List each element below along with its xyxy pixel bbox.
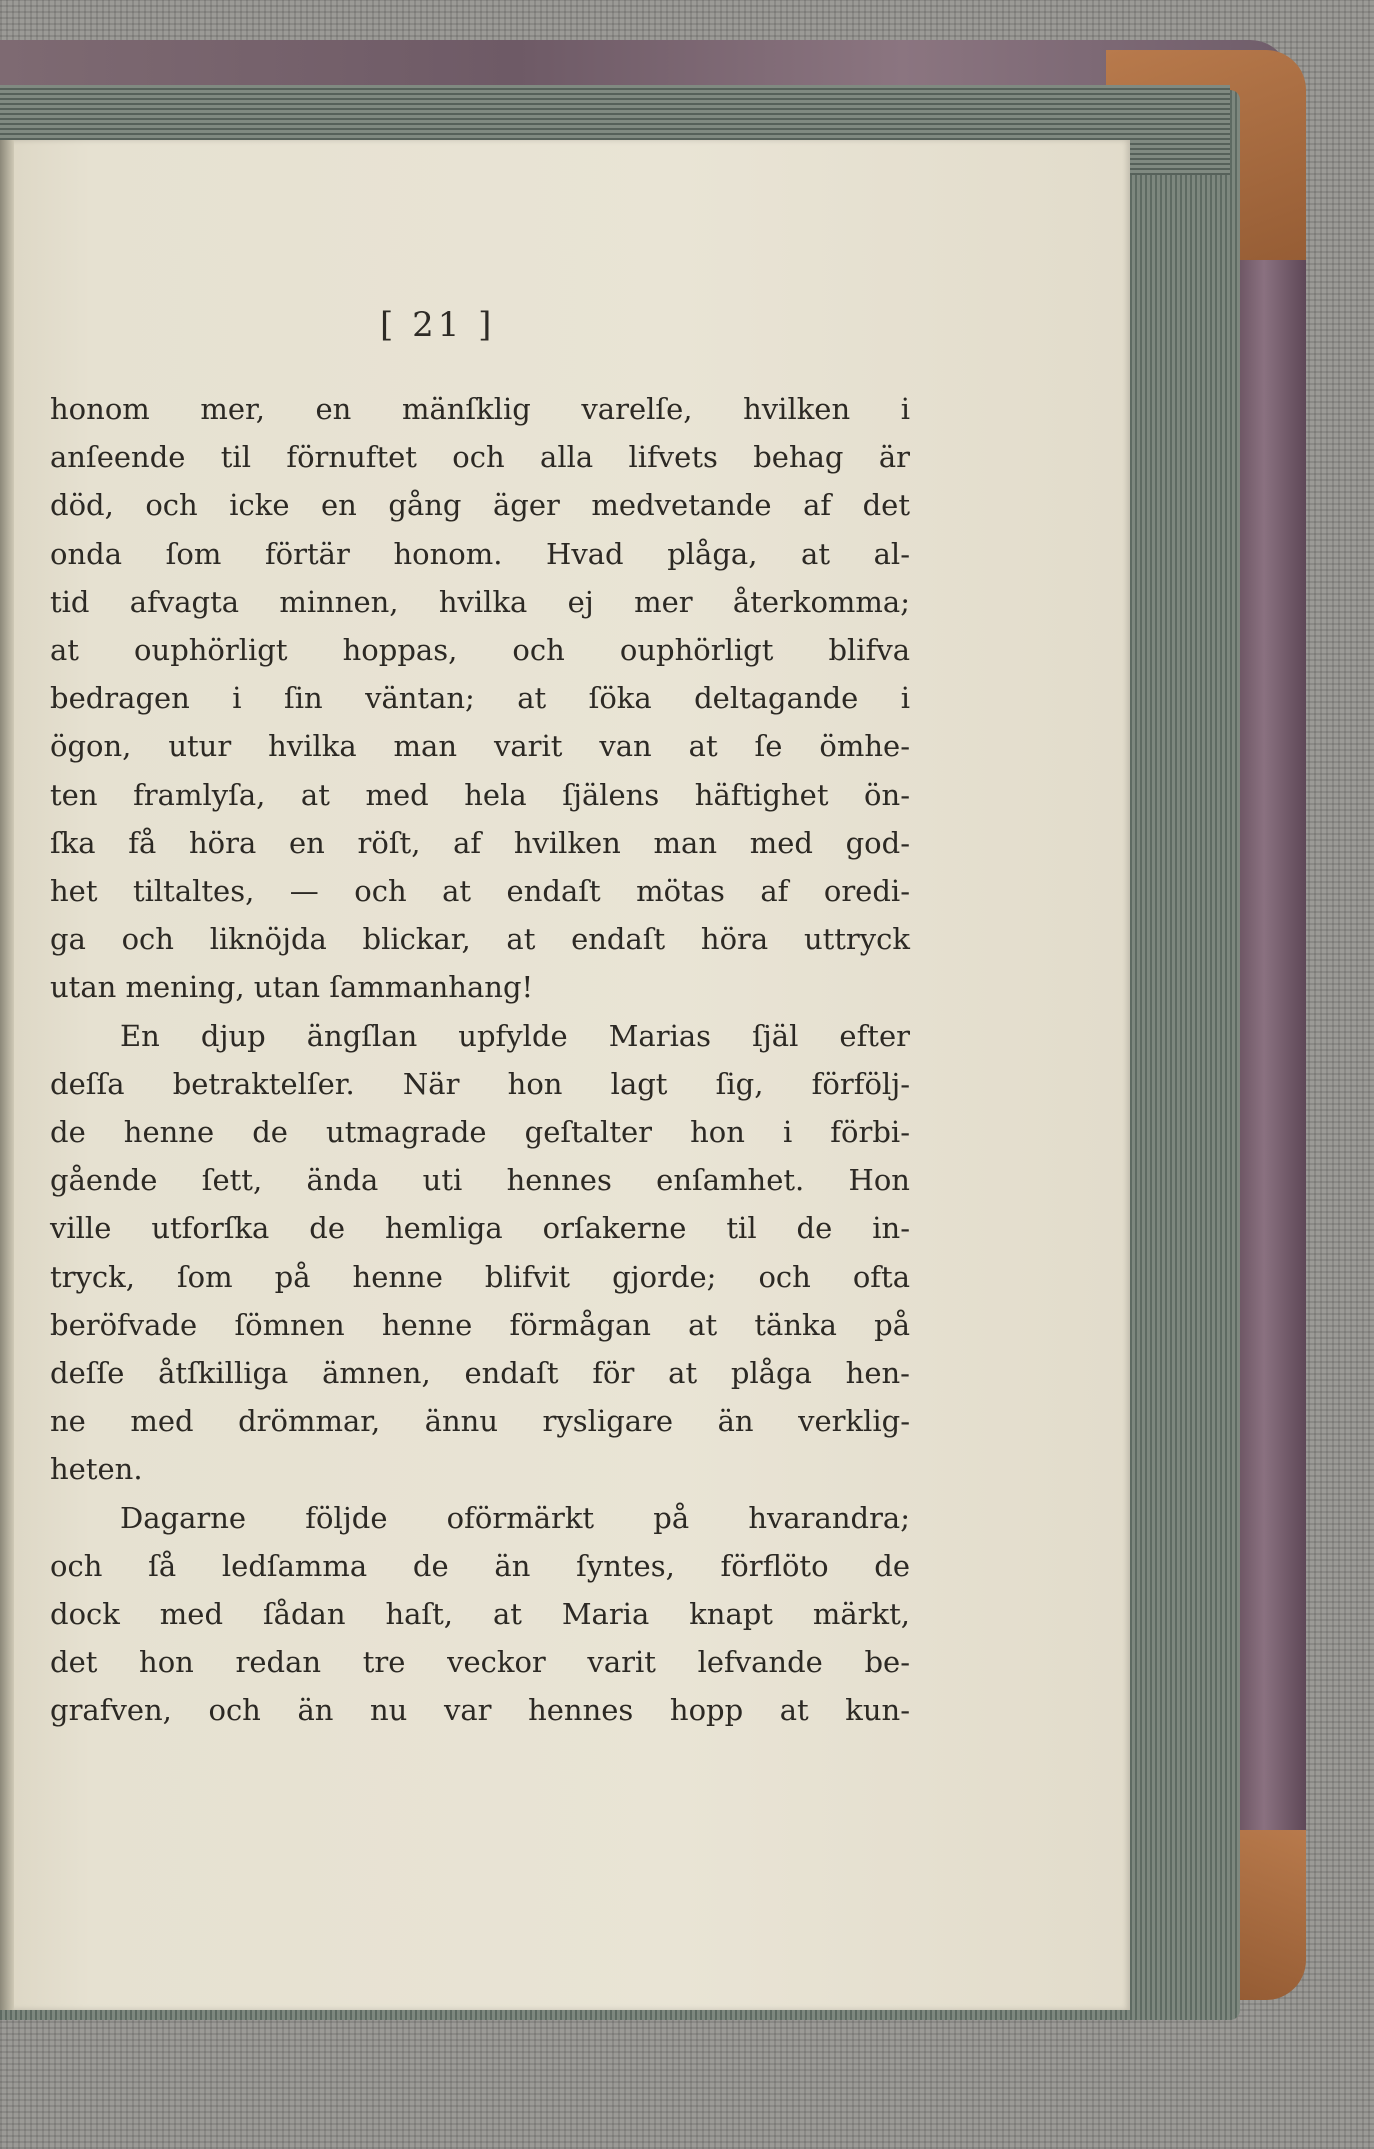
text-line: ten framlyſa, at med hela ſjälens häftighet ön- [50, 777, 910, 812]
open-book [0, 40, 1306, 2040]
text-line: de henne de utmagrade geſtalter hon i förbi- [50, 1115, 910, 1150]
text-line: at ouphörligt hoppas, och ouphörligt blifva [50, 633, 910, 668]
page-text [50, 385, 910, 1735]
text-line: ville utforſka de hemliga orſakerne til de in- [50, 1211, 910, 1246]
text-line: onda ſom förtär honom. Hvad plåga, at al- [50, 536, 910, 571]
page-number: [ 21 ] [380, 305, 496, 345]
text-line: grafven, och än nu var hennes hopp at kun- [50, 1693, 910, 1728]
text-line: ne med drömmar, ännu rysligare än verklig- [50, 1404, 910, 1439]
text-line: ga och liknöjda blickar, at endaſt höra uttryck [50, 922, 910, 957]
text-line: beröfvade ſömnen henne förmågan at tänka på [50, 1307, 910, 1342]
text-line: bedragen i ſin väntan; at ſöka deltagande i [50, 681, 910, 716]
book-page [0, 140, 1130, 2010]
text-line: ſka få höra en röſt, af hvilken man med god- [50, 825, 910, 860]
text-line: och ſå ledſamma de än ſyntes, förflöto de [50, 1548, 910, 1583]
text-line: ögon, utur hvilka man varit van at ſe ömhe- [50, 729, 910, 764]
text-line: het tiltaltes, — och at endaſt mötas af oredi- [50, 874, 910, 909]
text-line: honom mer, en mänſklig varelſe, hvilken i [50, 392, 910, 426]
paragraph-start-line: Dagarne följde oförmärkt på hvarandra; [120, 1500, 910, 1535]
text-line: tid afvagta minnen, hvilka ej mer återkomma; [50, 584, 910, 619]
book-cover-spine-edge [1236, 260, 1306, 1880]
text-line: gående ſett, ända uti hennes enſamhet. Hon [50, 1163, 910, 1198]
text-line: dock med ſådan haſt, at Maria knapt märkt, [50, 1597, 910, 1632]
text-line: heten. [50, 1452, 143, 1487]
text-line: tryck, ſom på henne blifvit gjorde; och ofta [50, 1259, 910, 1294]
text-line: utan mening, utan ſammanhang! [50, 970, 534, 1005]
text-line: det hon redan tre veckor varit lefvande be- [50, 1645, 910, 1680]
text-line: deſſa betraktelſer. När hon lagt ſig, förfölj- [50, 1066, 910, 1101]
text-line: deſſe åtſkilliga ämnen, endaſt för at plåga hen- [50, 1356, 910, 1391]
text-line: anſeende til förnuftet och alla lifvets behag är [50, 440, 910, 475]
text-line: död, och icke en gång äger medvetande af det [50, 488, 910, 523]
page-gutter [0, 140, 14, 2010]
paragraph-start-line: En djup ängſlan upfylde Marias ſjäl efter [120, 1018, 910, 1053]
